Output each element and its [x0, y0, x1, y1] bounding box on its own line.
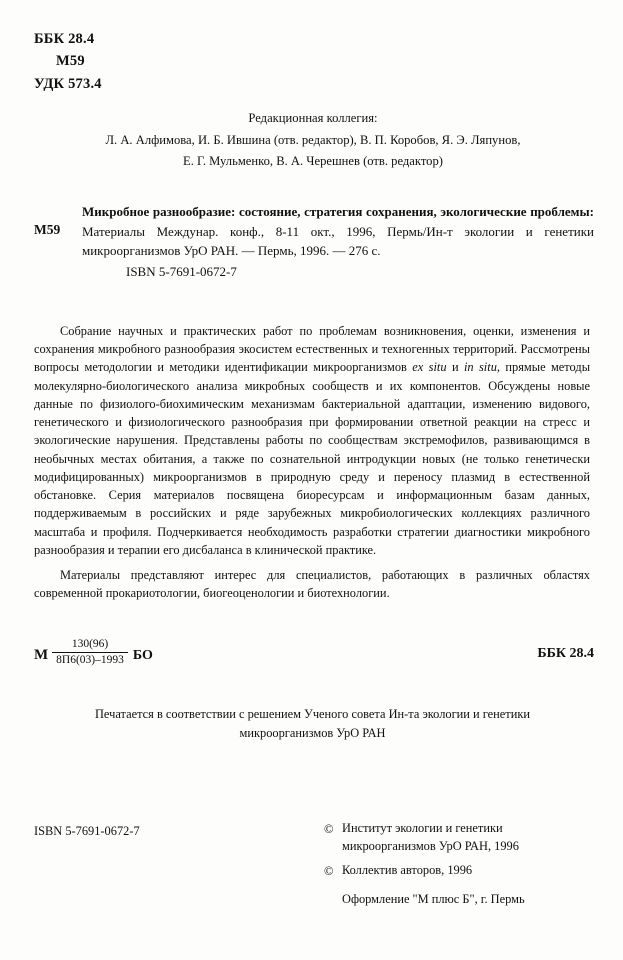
copyright-block	[324, 820, 594, 909]
copyright-holder-authors: Коллектив авторов, 1996	[342, 862, 473, 877]
bibliographic-record	[34, 202, 594, 281]
biblio-isbn: ISBN 5-7691-0672-7	[126, 263, 237, 279]
abstract-paragraph-2: Материалы представляют интерес для специалистов, работающих в различных областях современной прокариотологии, биогеоценологии и биотехнологии.	[34, 568, 590, 601]
shelf-classmark	[34, 638, 594, 667]
abstract-p1-part-2: и	[446, 360, 464, 375]
publication-decision-line-2: микроорганизмов УрО РАН	[239, 725, 386, 740]
abstract-p1-italic-2: in situ	[463, 360, 497, 375]
abstract-p1-part-3: , прямые методы молекулярно-биологического анализа микробных сообществ и их компонентов. Обсуждены новые данные по физиолого-биохимическим механизмам бактериальной адаптации, изменению видового, генетического и физиологического разнообразия при формировании ответной реакции на стресс и экологические нарушения. Представлены работы по сообществам экстремофилов, развивающимся в необычных местах обитания, а также по сознательной интродукции новых (не только генетически модифицированных) микроорганизмов в природную среду и переносу плазмид в естественной обстановке. Серия материалов посвящена биоресурсам и информационным базам данных, поддерживаемым в российских и ряде зарубежных микробиологических коллекциях различного масштаба и профиля. Подчеркивается необходимость разработки стратегии диагностики микробного разнообразия и терапии его дисбаланса в клинической практике.	[34, 360, 591, 557]
biblio-imprint: Материалы Междунар. конф., 8-11 окт., 1996, Пермь/Ин-т экологии и генетики микроорганизмов УрО РАН. — Пермь, 1996. — 276 с.	[82, 223, 594, 258]
classmark-suffix: БО	[132, 647, 153, 663]
copyright-line	[324, 862, 594, 880]
bbk-code: ББК 28.4	[34, 31, 95, 47]
publication-decision-line-1: Печатается в соответствии с решением Ученого совета Ин-та экологии и генетики	[94, 707, 530, 721]
editorial-board-line-1: Л. А. Алфимова, И. Б. Ившина (отв. редактор), В. П. Коробов, Я. Э. Ляпунов,	[105, 133, 521, 148]
publication-decision	[60, 705, 565, 742]
copyright-icon: ©	[324, 822, 334, 836]
editorial-board-line-2: Е. Г. Мульменко, В. А. Черешнев (отв. редактор)	[183, 153, 443, 168]
editorial-board-title: Редакционная коллегия:	[248, 111, 378, 125]
copyright-line	[324, 820, 594, 856]
copyright-holder-institute: Институт экологии и генетики микроорганизмов УрО РАН, 1996	[342, 821, 519, 853]
classmark-numerator: 130(96)	[52, 638, 128, 653]
abstract-paragraph-1	[34, 322, 590, 559]
abstract-p1-italic-1: ex situ	[412, 360, 447, 375]
editorial-board	[58, 108, 568, 171]
udk-code: УДК 573.4	[34, 75, 102, 92]
book-number-code: М59	[56, 53, 85, 70]
abstract-text	[34, 322, 590, 603]
classification-codes	[34, 28, 102, 95]
abstract-p1-part-1: Собрание научных и практических работ по проблемам возникновения, оценки, изменения и сохранения микробного разнообразия экосистем естественных и техногенных территорий. Рассмотрены вопросы методологии и методики идентификации микроорганизмов	[34, 324, 590, 375]
classmark-prefix: М	[34, 647, 49, 664]
copyright-icon: ©	[324, 863, 334, 878]
copyright-footer	[34, 820, 594, 909]
biblio-entry-body	[82, 202, 594, 281]
classmark-bbk-right: ББК 28.4	[537, 645, 594, 661]
biblio-title: Микробное разнообразие: состояние, стратегия сохранения, экологические проблемы:	[82, 204, 594, 219]
footer-isbn: ISBN 5-7691-0672-7	[34, 824, 140, 838]
biblio-entry-label: М59	[34, 222, 61, 237]
classmark-fraction	[52, 638, 128, 667]
design-credit: Оформление "М плюс Б", г. Пермь	[342, 892, 525, 907]
classmark-denominator: 8П6(03)–1993	[56, 654, 124, 667]
